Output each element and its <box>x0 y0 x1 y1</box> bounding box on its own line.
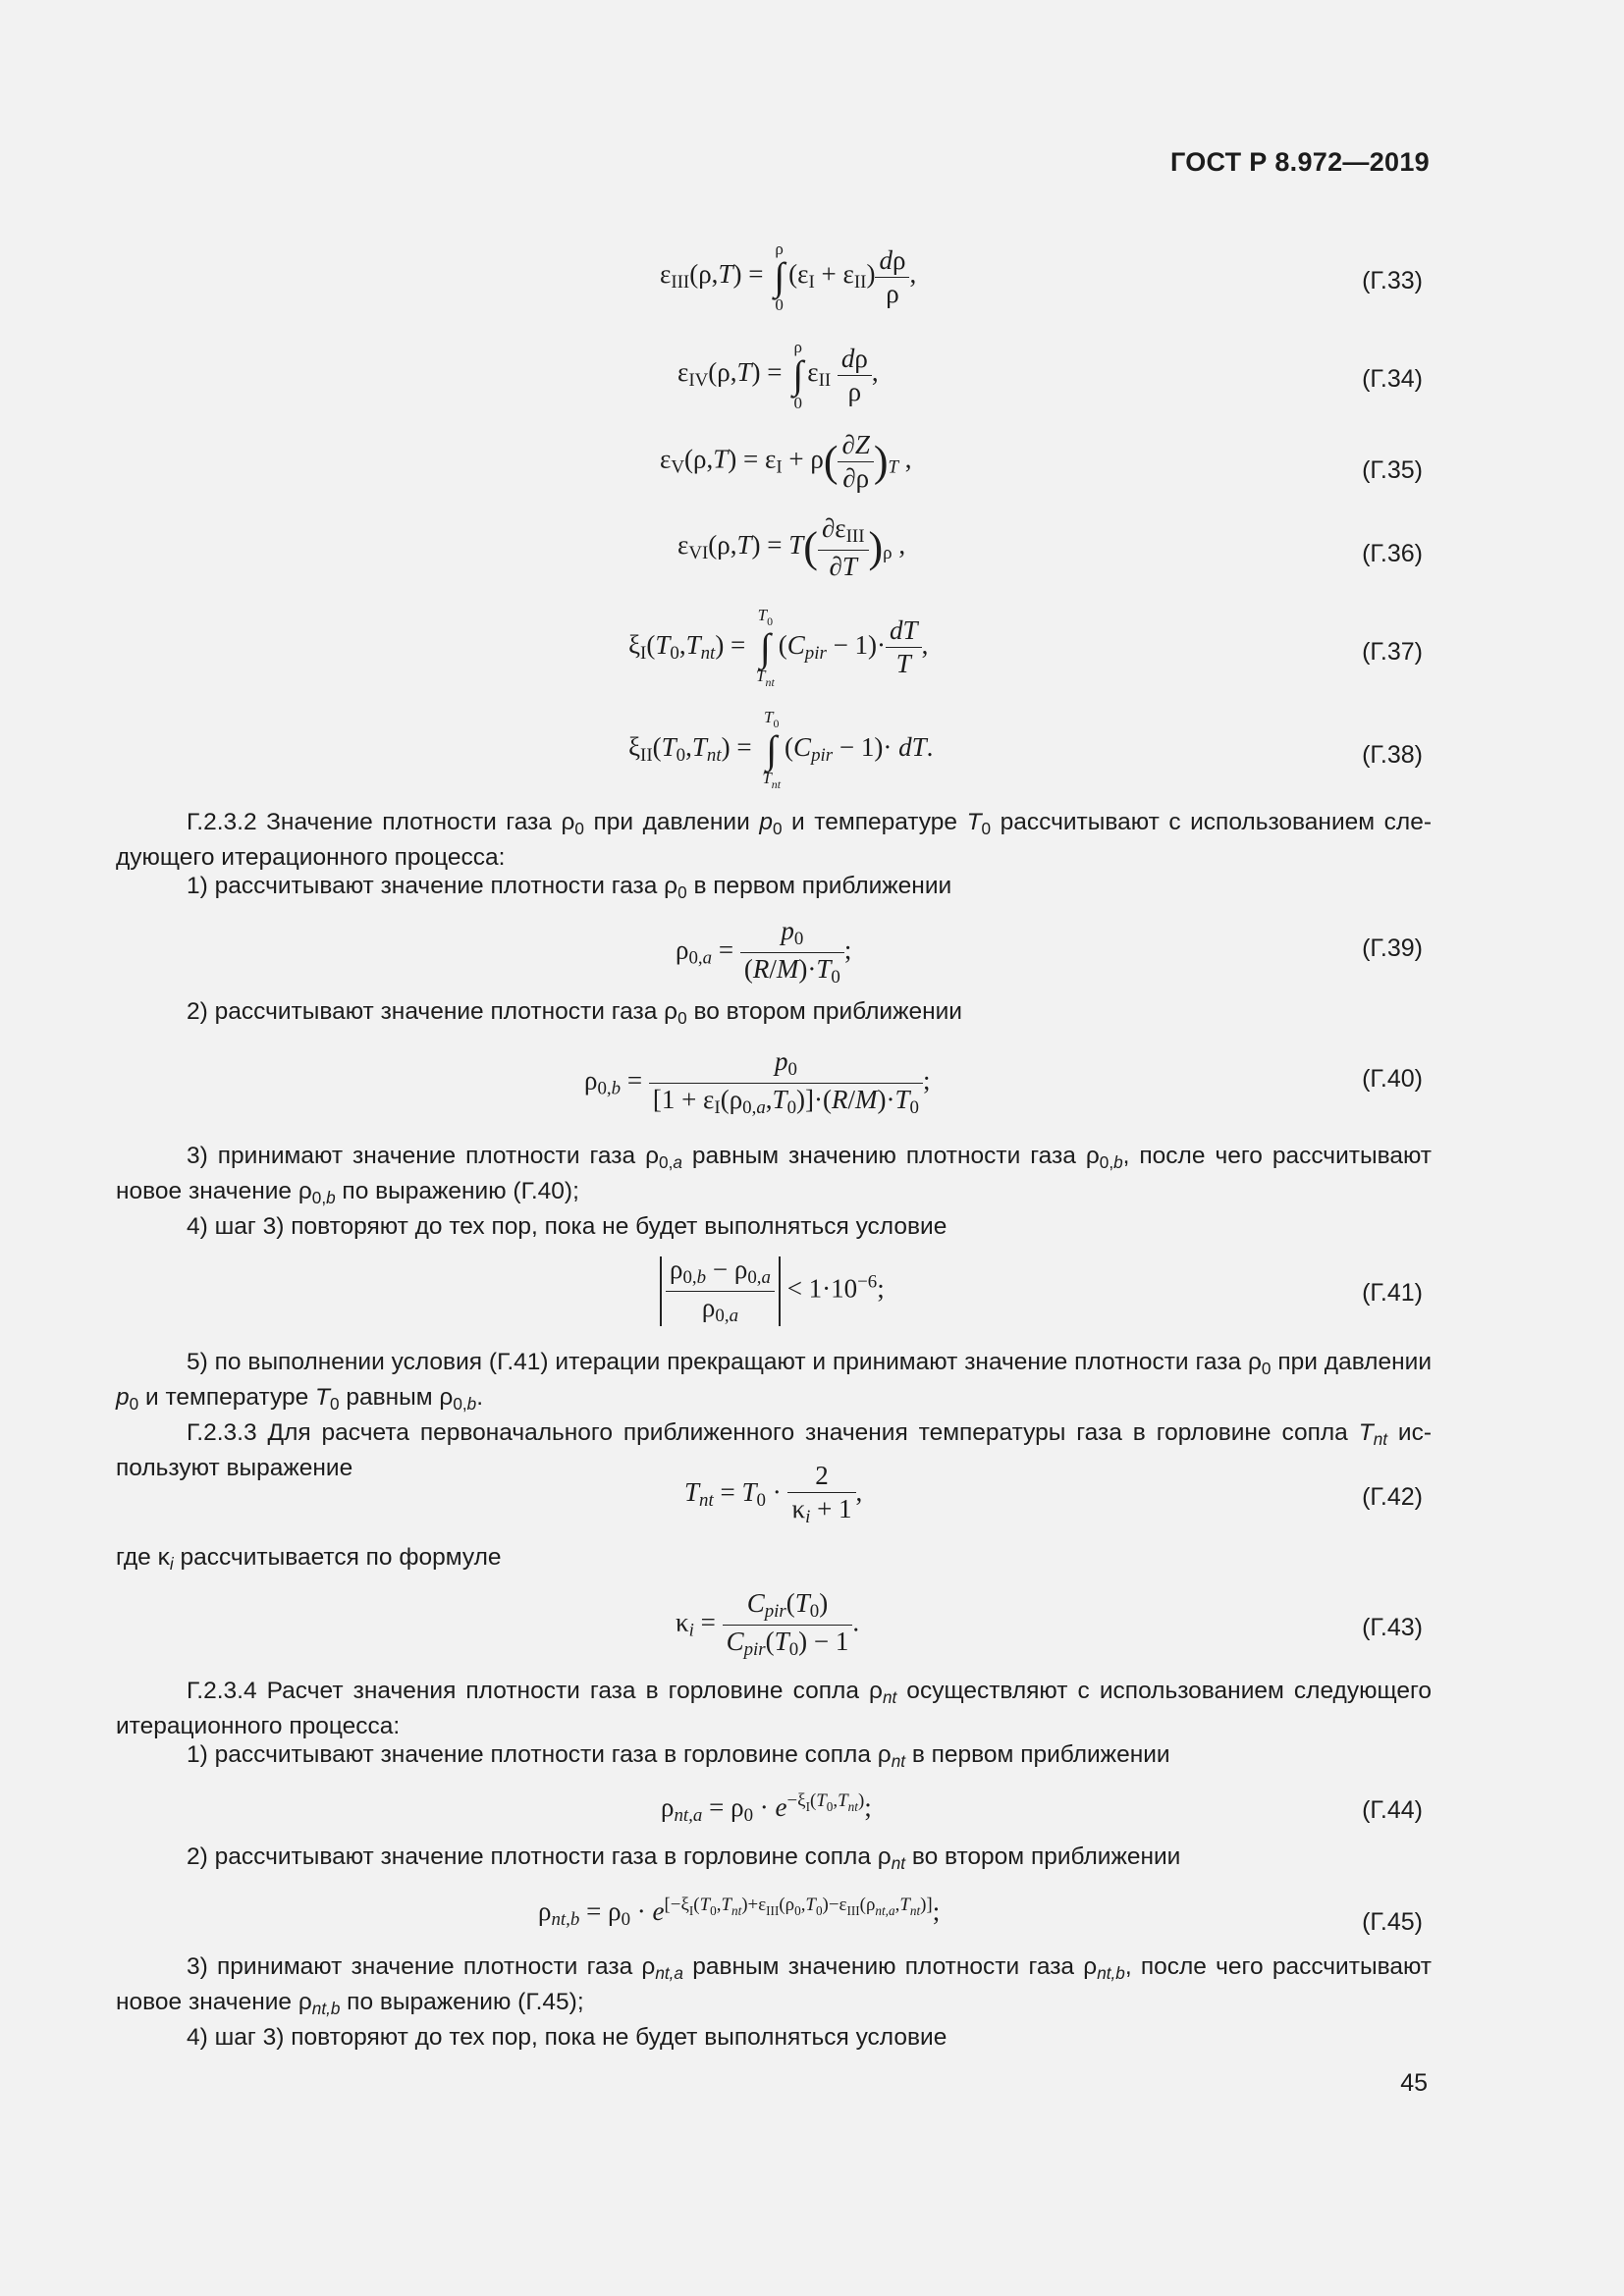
equation-number: (Г.37) <box>1362 638 1423 666</box>
equation-number: (Г.33) <box>1362 267 1423 294</box>
formula-g34: $\varepsilon_{IV}(\rho,T)$ = ρ ∫ 0 $\varepsilon_{II}$ $\frac{d\rho}{\rho}$ , <box>677 338 879 412</box>
equation-number: (Г.40) <box>1362 1065 1423 1093</box>
where-clause: где $\kappa_i$ рассчитывается по формуле <box>116 1544 502 1574</box>
paragraph-g234: Г.2.3.4 Расчет значения плотности газа в горловине сопла $\rho_{nt}$ осуществляют с использованием следующего итерационного процесса: 1) рассчитывают значение плотности газа в горловине сопла $\rho_{nt}$ в первом приближении <box>116 1678 1432 1771</box>
equation-number: (Г.36) <box>1362 540 1423 567</box>
equation-number: (Г.44) <box>1362 1796 1423 1824</box>
formula-g37: $\xi_I(T_0,T_{nt})$ = $T_0$ ∫ $T_{nt}$ $(C_{pir} - 1)\cdot$ $\frac{dT}{T}$ , <box>628 606 929 689</box>
equation-number: (Г.45) <box>1362 1908 1423 1936</box>
formula-g38: $\xi_{II}(T_0,T_{nt})$ = $T_0$ ∫ $T_{nt}$ $(C_{pir} - 1)\cdot$ dT. <box>628 708 934 791</box>
step-2: 2) рассчитывают значение плотности газа $\rho_0$ во втором приближении <box>187 998 962 1028</box>
step-s2: 2) рассчитывают значение плотности газа в горловине сопла $\rho_{nt}$ во втором приближении <box>187 1843 1181 1873</box>
page-number: 45 <box>1400 2069 1428 2097</box>
paragraph-g232: Г.2.3.2 Значение плотности газа $\rho_0$ при давлении $p_0$ и температуре $T_0$ рассчитывают с использованием следующего итерационного процесса: 1) рассчитывают значение плотности газа $\rho_0$ в первом приближении <box>116 809 1432 902</box>
equation-number: (Г.43) <box>1362 1614 1423 1641</box>
formula-g44: $\rho_{nt,a} = \rho_0 \cdot e^{-\xi_I(T_0,T_{nt})}$; <box>661 1790 872 1826</box>
step-s3-s4: 3) принимают значение плотности газа $\rho_{nt,a}$ равным значению плотности газа $\rho_{nt,b}$, после чего рассчитывают новое значение $\rho_{nt,b}$ по выражению (Г.45); 4) шаг 3) повторяют до тех пор, пока не будет выполняться условие <box>116 1953 1432 2051</box>
equation-number: (Г.35) <box>1362 456 1423 484</box>
step-5-and-g233: 5) по выполнении условия (Г.41) итерации прекращают и принимают значение плотности газа $\rho_0$ при давлении $p_0$ и температуре $T_0$ равным $\rho_{0,b}$. Г.2.3.3 Для расчета первоначального приближенного значения температуры газа в горловине сопла $T_{nt}$ используют выражение <box>116 1349 1432 1481</box>
formula-g42: $T_{nt} = T_0$ · $\frac{2}{\kappa_i + 1}$ , <box>684 1461 863 1527</box>
formula-g35: $\varepsilon_V(\rho,T) = \varepsilon_I + \rho$( $\frac{\partial Z}{\partial\rho}$ )$_T$ , <box>660 430 912 493</box>
equation-number: (Г.39) <box>1362 934 1423 962</box>
document-header: ГОСТ Р 8.972—2019 <box>1169 147 1430 177</box>
formula-g41: $\frac{\rho_{0,b} - \rho_{0,a}}{\rho_{0,a}}$ < $1\cdot 10^{-6}$; <box>660 1256 885 1326</box>
step-3-4: 3) принимают значение плотности газа $\rho_{0,a}$ равным значению плотности газа $\rho_{0,b}$, после чего рассчитывают новое значение $\rho_{0,b}$ по выражению (Г.40); 4) шаг 3) повторяют до тех пор, пока не будет выполняться условие <box>116 1143 1433 1240</box>
formula-g39: $\rho_{0,a}$ = $\frac{p_0}{(R/M)\cdot T_0}$ ; <box>676 916 852 988</box>
equation-number: (Г.34) <box>1362 365 1423 393</box>
formula-g40: $\rho_{0,b}$ = $\frac{p_0}{[1 + \varepsilon_I(\rho_{0,a},T_0)]\cdot(R/M)\cdot T_0}$ ; <box>584 1046 931 1118</box>
equation-number: (Г.41) <box>1362 1279 1423 1307</box>
formula-g45: $\rho_{nt,b} = \rho_0 \cdot e[-\xi I(T0,Tnt)+\varepsilon III(\rho 0,T0)-\varepsilon III(\rho nt,a,Tnt)]$; <box>538 1895 941 1930</box>
formula-g43: $\kappa_i$ = $\frac{C_{pir}(T_0)}{C_{pir}(T_0) - 1}$ . <box>676 1588 860 1660</box>
formula-g36: $\varepsilon_{VI}(\rho,T) = T$( $\frac{\partial\varepsilon_{III}}{\partial T}$ )$_\rho$ , <box>677 513 906 581</box>
formula-g33: $\varepsilon_{III}(\rho,T)$ = ρ ∫ 0 $(\varepsilon_I + \varepsilon_{II})$ $\frac{d\rho}{\rho}$ , <box>660 240 917 314</box>
equation-number: (Г.38) <box>1362 741 1423 769</box>
equation-number: (Г.42) <box>1362 1483 1423 1511</box>
